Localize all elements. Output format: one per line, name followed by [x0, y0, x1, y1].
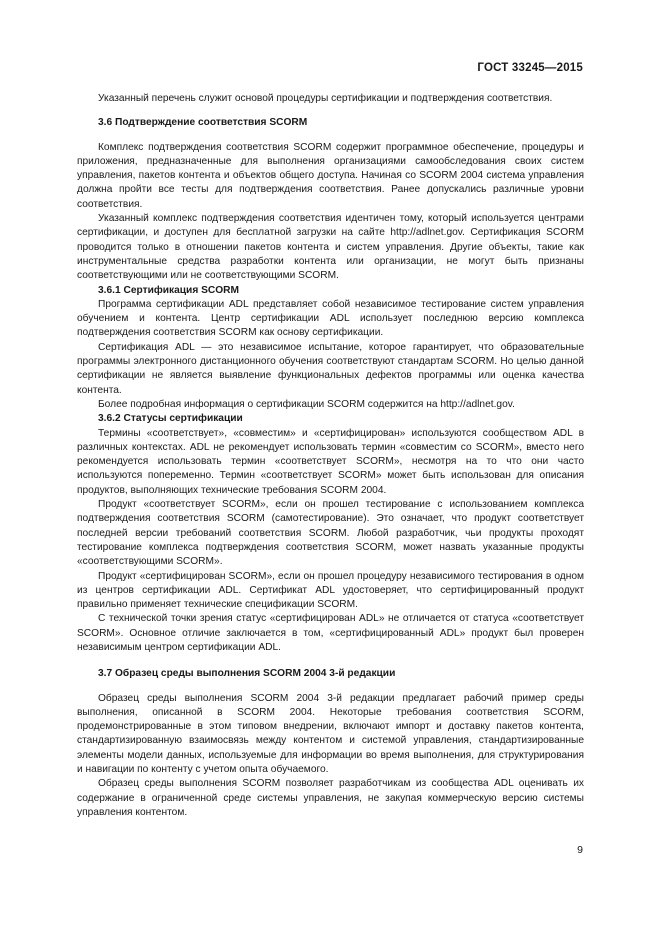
- section-3-6-heading: 3.6 Подтверждение соответствия SCORM: [98, 117, 308, 129]
- standard-header: ГОСТ 33245—2015: [477, 62, 583, 74]
- section-3-6-2-heading: 3.6.2 Статусы сертификации: [98, 413, 243, 425]
- section-3-6-paragraph-1: Комплекс подтверждения соответствия SCORM содержит программное обеспечение, процедуры и приложения, предназначенные для выполнения организациями самообследования своих систем управления, пакетов контента и объектов общего доступа. Начиная со SCORM 2004 система управления должна пройти все тесты для подтверждения соответствия. Ранее допускались различные уровни соответствия.: [77, 141, 584, 210]
- section-3-7-paragraph-2: Образец среды выполнения SCORM позволяет разработчикам из сообщества ADL оценивать их содержание в ограниченной среде системы управления, не закупая коммерческую версию системы управления контентом.: [77, 778, 584, 818]
- intro-paragraph: Указанный перечень служит основой процедуры сертификации и подтверждения соответствия.: [98, 93, 553, 104]
- section-3-6-1-paragraph-1: Программа сертификации ADL представляет собой независимое тестирование систем управления обучением и контента. Центр сертификации ADL использует последнюю версию комплекса подтверждения соответствия SCORM как основу сертификации.: [77, 298, 584, 339]
- section-3-6-2-paragraph-1: Термины «соответствует», «совместим» и «сертифицирован» используются сообществом ADL в различных контекстах. ADL не рекомендует использовать термин «совместим со SCORM», вместо него рекомендуется использовать термин «соответствует SCORM», несмотря на то что они часто используются попеременно. Термин «соответствует SCORM» может быть использован для описания продуктов, выполняющих технические требования SCORM 2004.: [77, 427, 584, 496]
- section-3-6-1-paragraph-3: Более подробная информация о сертификации SCORM содержится на http://adlnet.gov.: [98, 398, 515, 410]
- section-3-6-2-paragraph-4: С технической точки зрения статус «сертифицирован ADL» не отличается от статуса «соответствует SCORM». Основное отличие заключается в том, «сертифицированный ADL» продукт был проверен независимым центром сертификации ADL.: [77, 613, 584, 653]
- section-3-6-1-heading: 3.6.1 Сертификация SCORM: [98, 284, 240, 296]
- section-3-7-heading: 3.7 Образец среды выполнения SCORM 2004 3-й редакции: [98, 668, 396, 680]
- section-3-6-1-paragraph-2: Сертификация ADL — это независимое испытание, которое гарантирует, что образовательные программы электронного дистанционного обучения соответствуют стандартам SCORM. Но целью данной сертификации не является выявление функциональных дефектов программы или оценка качества контента.: [77, 341, 584, 396]
- section-3-6-2-paragraph-3: Продукт «сертифицирован SCORM», если он прошел процедуру независимого тестирования в одном из центров сертификации ADL. Сертификат ADL удостоверяет, что сертифицированный продукт правильно применяет технические спецификации SCORM.: [77, 570, 584, 611]
- section-3-7-paragraph-1: Образец среды выполнения SCORM 2004 3-й редакции предлагает рабочий пример среды выполнения, описанной в SCORM 2004. Некоторые требования соответствия SCORM, продемонстрированные в этом типовом внедрении, включают импорт и доставку пакетов контента, стандартизированную взаимосвязь между контентом и системой управления, стандартизированные элементы модели данных, используемые для информации во время выполнения, для структурирования и навигации по контенту с учетом опыта обучаемого.: [77, 692, 584, 776]
- section-3-6-2-paragraph-2: Продукт «соответствует SCORM», если он прошел тестирование с использованием комплекса подтверждения соответствия SCORM (самотестирование). Это означает, что продукт соответствует последней версии требований соответствия SCORM. Любой разработчик, чьи продукты проходят тестирование комплекса подтверждения соответствия SCORM, может назвать указанные продукты «соответствующими SCORM».: [77, 499, 584, 568]
- page-content: [77, 92, 584, 820]
- section-3-6-paragraph-2: Указанный комплекс подтверждения соответствия идентичен тому, который используется центрами сертификации, и доступен для бесплатной загрузки на сайте http://adlnet.gov. Сертификация SCORM проводится только в отношении пакетов контента и систем управления. Другие объекты, такие как инструментальные средства разработки контента или организации, не могут быть признаны соответствующими или не соответствующими SCORM.: [77, 213, 584, 282]
- page-number: 9: [577, 844, 583, 856]
